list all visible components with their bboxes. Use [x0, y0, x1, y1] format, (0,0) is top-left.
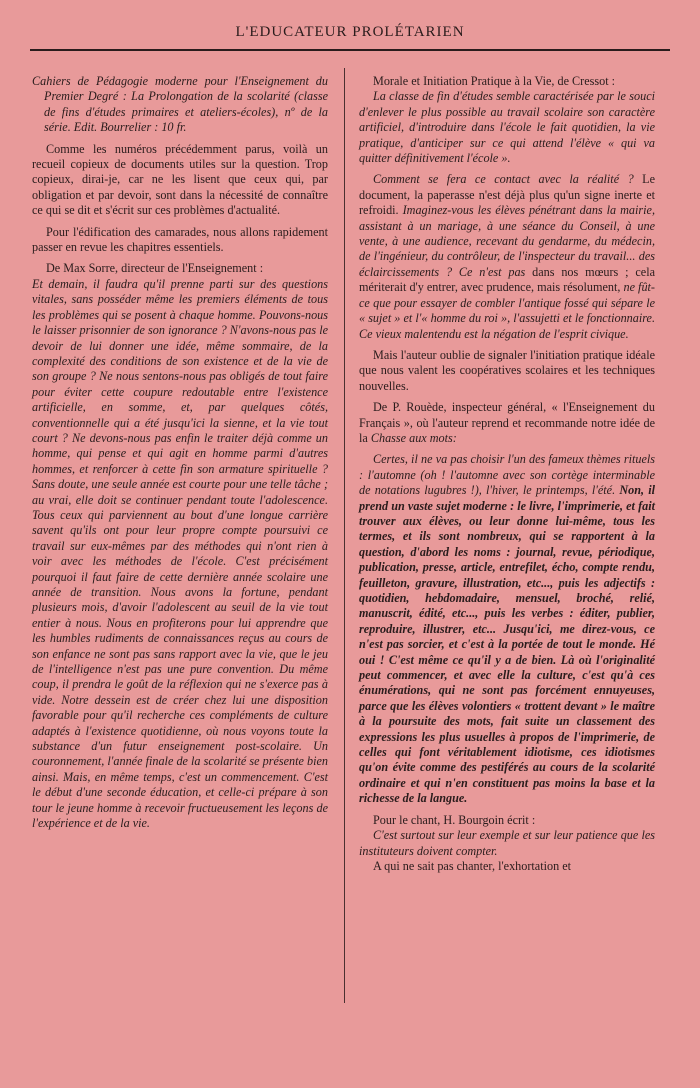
quote-intro: De Max Sorre, directeur de l'Enseignement : [46, 261, 264, 276]
paragraph-text: De P. Rouède, inspecteur général, « l'Enseignement du Français », où l'auteur reprend et recommande notre idée de la [359, 400, 655, 445]
quote-bourgoin: C'est surtout sur leur exemple et sur leur patience que les instituteurs doivent compter. [359, 828, 655, 858]
quote-max-sorre: Et demain, il faudra qu'il prenne parti sur des questions vitales, sans posséder même les premiers éléments de tous les problèmes qui se posent à chaque homme. Pouvons-nous le laisser prisonnier de son ignorance ? N'avons-nous pas le devoir de lui donner une idée, même sommaire, de la complexité des conditions de son existence et de la vie de son groupe ? Ne nous sentons-nous pas obligés de tout faire pour éviter cette coupure redoutable entre l'existence artificielle, en somme, et, par quelques côtés, conventionnelle qui a été jusqu'ici la sienne, et la vie tout court ? Ne devons-nous pas enfin le traiter déjà comme un homme, qui pense et qui agit en homme parmi d'autres hommes, et renforcer à cette fin son armature spirituelle ? Sans doute, une seule année est courte pour une telle tâche ; au vrai, elle doit se continuer pendant toute l'adolescence. Tous ceux qui parviennent au bout d'une longue carrière savent qu'ils ont pour leur propre compte poursuivi ce travail sur eux-mêmes par des méthodes qui n'ont rien à voir avec les méthodes de l'école. C'est précisément pourquoi il faut faire de cette dernière année scolaire une année de transition. Nous avons la fortune, pendant plusieurs mois, d'avoir l'adolescent au seuil de la vie tout entier à nous. Nous en profiterons pour lui apprendre que les humbles rudiments de connaissances reçus au cours de son enfance ne sont pas sans rapport avec la vie, que le jeu de l'intelligence n'est pas une pure convention. Du même coup, il prendra le goût de la réflexion qui ne s'exerce pas à vide. Notre dessein est de créer chez lui une disposition favorable pour qu'il recherche ces compléments de culture adaptés à l'existence quotidienne, où nous voyons toute la substance d'un futur enseignement post-scolaire. Un couronnement, l'année finale de la scolarité se présente bien ainsi. Mais, en même temps, c'est un commencement. C'est le début d'une seconde éducation, et celle-ci prépare à son tour le jeune homme à recevoir fructueusement les leçons de l'expérience et de la vie. [32, 276, 328, 831]
quote-text: Imaginez-vous les élèves pénétrant dans la mairie, assistant à un mariage, à une séance du Conseil, à une vente, à une audience, recevant du gendarme, du médecin, de l'ingénieur, du contrôleur, de l'inspecteur du travail... des éclaircissements ? Ce n'est pas [359, 203, 656, 279]
book-reference: Cahiers de Pédagogie moderne pour l'Enseignement du Premier Degré : La Prolongation de la scolarité (classe de fins d'études primaires et ateliers-écoles), nº de la série. Edit. Bourrelier : 10 fr. [32, 74, 328, 135]
question-text: Comment se fera ce contact avec la réalité ? [373, 172, 634, 187]
paragraph: Comme les numéros précédemment parus, voilà un recueil copieux de documents utiles sur la question. Trop copieux, dirai-je, car ne les lisent que ceux qui, par obligation et par devoir, sont dans la nécessité de connaître ce qui se dit et s'écrit sur ces problèmes d'actualité. [32, 141, 328, 218]
paragraph-continued: A qui ne sait pas chanter, l'exhortation et [373, 858, 572, 873]
quote-cressot: La classe de fin d'études semble caractérisée par le souci d'enlever le plus possible au travail scolaire son caractère artificiel, d'introduire dans l'école le fait quotidien, la vie pratique, d'anticiper sur ce qui attend l'élève « qui va quitter définitivement l'école ». [359, 89, 655, 166]
paragraph-contact [359, 172, 655, 341]
quote-text: ne fût-ce que pour essayer de combler l'antique fossé qui sépare le « sujet » et l'« homme du roi », l'assujetti et le fonctionnaire. Ce vieux malentendu est la négation de l'esprit civique. [359, 280, 655, 341]
section-heading: Morale et Initiation Pratique à la Vie, de Cressot : [373, 74, 616, 88]
left-column [32, 74, 328, 838]
paragraph: Pour l'édification des camarades, nous allons rapidement passer en revue les chapitres essentiels. [32, 224, 328, 255]
quote-rouede [359, 452, 655, 806]
column-divider [344, 68, 345, 1003]
paragraph-rouede [359, 400, 655, 446]
paragraph: Pour le chant, H. Bourgoin écrit : [373, 812, 536, 827]
paragraph-text: dans nos mœurs ; cela mériterait d'y entrer, avec prudence, mais résolument, [359, 264, 655, 295]
header-rule [30, 49, 670, 51]
paragraph-text: Le document, la paperasse n'est déjà plus qu'un signe inerte et refroidi. [359, 172, 655, 218]
quote-text: Certes, il ne va pas choisir l'un des fameux thèmes rituels : l'automne (oh ! l'automne avec son cortège interminable de notations lugubres !), l'hiver, le printemps, l'été. [359, 452, 655, 498]
paragraph: Mais l'auteur oublie de signaler l'initiation pratique idéale que nous valent les coopératives scolaires et les techniques nouvelles. [359, 347, 655, 393]
quote-emphasis: Non, il prend un vaste sujet moderne : le livre, l'imprimerie, et fait trouver aux élèves, ou leur donne lui-même, tous les termes, et ils sont nombreux, qui se rapportent à la question, d'abord les noms : journal, revue, périodique, publication, presse, article, entrefilet, écho, compte rendu, feuilleton, gravure, illustration, etc..., puis les adjectifs : quotidien, hebdomadaire, mensuel, broché, relié, manuscrit, édité, etc..., puis les verbes : éditer, publier, reproduire, illustrer, etc... Jusqu'ici, me direz-vous, ce n'est pas sorcier, et c'est à la portée de tout le monde. Hé oui ! C'est même ce qu'il y a de bien. Là où l'originalité peut commencer, et avec elle la culture, c'est qu'à ces énumérations, qui ne sont pas forcément ennuyeuses, parce que les élèves volontiers « trottent devant » le maître à la poursuite des mots, fait suite un classement des expressions les plus usuelles à propos de l'imprimerie, de celles qui font véritablement idiotisme, ces idiotismes qu'on évite comme des pestiférés au cours de la scolarité ordinaire et qui n'en constituent pas moins la base et la richesse de la langue. [359, 483, 655, 806]
title-chasse-aux-mots: Chasse aux mots: [370, 430, 457, 445]
page-header-title: L'EDUCATEUR PROLÉTARIEN [235, 24, 465, 40]
right-column [359, 74, 655, 880]
